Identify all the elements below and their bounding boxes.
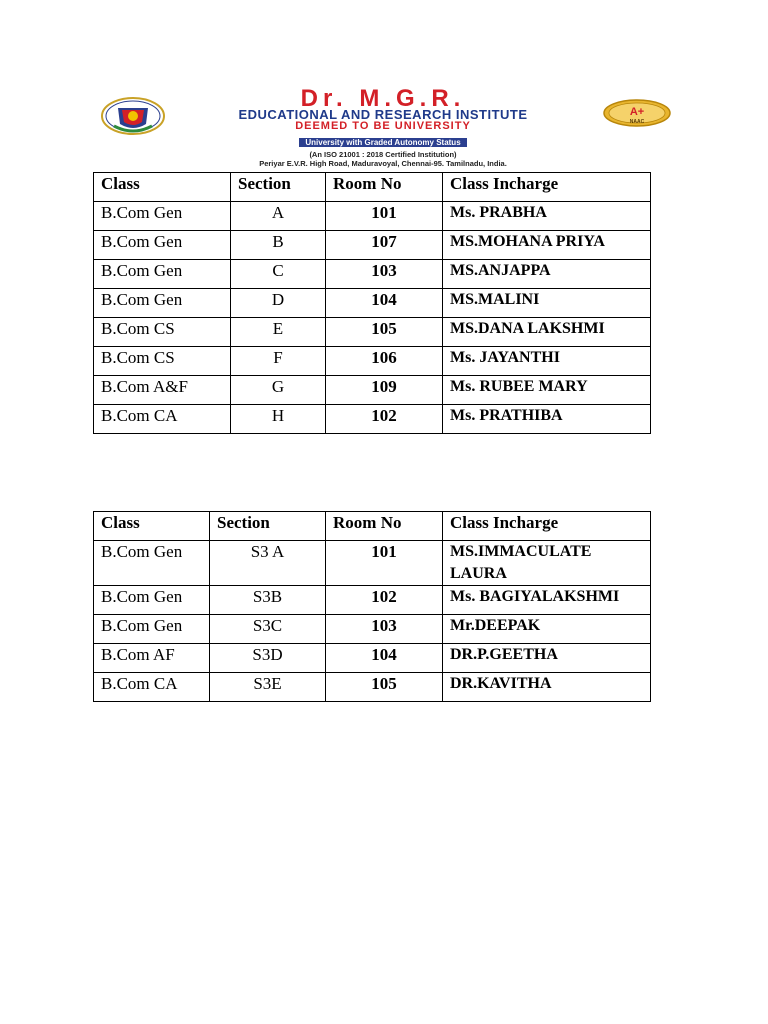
cell-incharge: Ms. PRATHIBA: [443, 405, 651, 434]
cell-section: E: [231, 318, 326, 347]
table-row: [94, 405, 651, 434]
table-header-row: [94, 512, 651, 541]
cell-room: 102: [326, 405, 443, 434]
cell-section: S3D: [210, 644, 326, 673]
cell-incharge: Mr.DEEPAK: [443, 615, 651, 644]
letterhead: [96, 85, 676, 168]
cell-section: A: [231, 202, 326, 231]
institute-line2: DEEMED TO BE UNIVERSITY: [295, 120, 471, 132]
cell-room: 104: [326, 289, 443, 318]
cell-section: S3B: [210, 586, 326, 615]
naac-seal-logo: [602, 98, 672, 128]
class-allocation-table-1: [93, 172, 651, 434]
cell-incharge: MS.MOHANA PRIYA: [443, 231, 651, 260]
cell-room: 101: [326, 202, 443, 231]
table-row: [94, 202, 651, 231]
cell-section: D: [231, 289, 326, 318]
cell-section: C: [231, 260, 326, 289]
cell-incharge: MS.DANA LAKSHMI: [443, 318, 651, 347]
cell-class: B.Com CS: [94, 347, 231, 376]
table-row: [94, 541, 651, 586]
cell-incharge: Ms. BAGIYALAKSHMI: [443, 586, 651, 615]
table-row: [94, 260, 651, 289]
naac-grade-text: A+: [629, 106, 645, 118]
cell-class: B.Com Gen: [94, 202, 231, 231]
cell-incharge: Ms. JAYANTHI: [443, 347, 651, 376]
institute-crest-logo: [100, 96, 166, 136]
cell-class: B.Com CS: [94, 318, 231, 347]
table-row: [94, 289, 651, 318]
cell-section: S3 A: [210, 541, 326, 586]
table-row: [94, 615, 651, 644]
table-row: [94, 673, 651, 702]
cell-class: B.Com Gen: [94, 615, 210, 644]
cell-class: B.Com Gen: [94, 260, 231, 289]
cell-room: 102: [326, 586, 443, 615]
column-header-incharge: Class Incharge: [443, 173, 651, 202]
cell-room: 101: [326, 541, 443, 586]
column-header-section: Section: [231, 173, 326, 202]
cell-incharge: MS.ANJAPPA: [443, 260, 651, 289]
column-header-room: Room No: [326, 512, 443, 541]
cell-room: 109: [326, 376, 443, 405]
naac-label-text: NAAC: [629, 119, 645, 125]
institute-line1: EDUCATIONAL AND RESEARCH INSTITUTE: [238, 107, 528, 122]
institute-iso: (An ISO 21001 : 2018 Certified Institution): [309, 150, 457, 159]
cell-class: B.Com AF: [94, 644, 210, 673]
institute-name: Dr. M.G.R.: [300, 85, 466, 112]
cell-class: B.Com Gen: [94, 541, 210, 586]
cell-room: 103: [326, 615, 443, 644]
cell-class: B.Com CA: [94, 673, 210, 702]
table-row: [94, 347, 651, 376]
cell-incharge: MS.MALINI: [443, 289, 651, 318]
cell-incharge: DR.P.GEETHA: [443, 644, 651, 673]
cell-section: B: [231, 231, 326, 260]
cell-room: 105: [326, 318, 443, 347]
column-header-class: Class: [94, 173, 231, 202]
cell-incharge: MS.IMMACULATE LAURA: [443, 541, 651, 586]
cell-room: 105: [326, 673, 443, 702]
cell-room: 104: [326, 644, 443, 673]
cell-class: B.Com Gen: [94, 231, 231, 260]
cell-class: B.Com CA: [94, 405, 231, 434]
cell-room: 106: [326, 347, 443, 376]
table-row: [94, 586, 651, 615]
cell-incharge: Ms. PRABHA: [443, 202, 651, 231]
column-header-room: Room No: [326, 173, 443, 202]
table-row: [94, 644, 651, 673]
table-header-row: [94, 173, 651, 202]
institute-title-block: [168, 85, 598, 168]
cell-incharge: Ms. RUBEE MARY: [443, 376, 651, 405]
table-row: [94, 376, 651, 405]
cell-class: B.Com Gen: [94, 586, 210, 615]
cell-section: F: [231, 347, 326, 376]
cell-room: 103: [326, 260, 443, 289]
cell-section: G: [231, 376, 326, 405]
column-header-section: Section: [210, 512, 326, 541]
class-allocation-table-2: [93, 511, 651, 702]
institute-status: University with Graded Autonomy Status: [299, 138, 466, 147]
cell-incharge: DR.KAVITHA: [443, 673, 651, 702]
cell-class: B.Com A&F: [94, 376, 231, 405]
table-row: [94, 231, 651, 260]
cell-section: H: [231, 405, 326, 434]
cell-room: 107: [326, 231, 443, 260]
cell-class: B.Com Gen: [94, 289, 231, 318]
column-header-class: Class: [94, 512, 210, 541]
column-header-incharge: Class Incharge: [443, 512, 651, 541]
cell-section: S3E: [210, 673, 326, 702]
institute-address: Periyar E.V.R. High Road, Maduravoyal, Chennai-95. Tamilnadu, India.: [259, 159, 507, 168]
cell-section: S3C: [210, 615, 326, 644]
table-row: [94, 318, 651, 347]
